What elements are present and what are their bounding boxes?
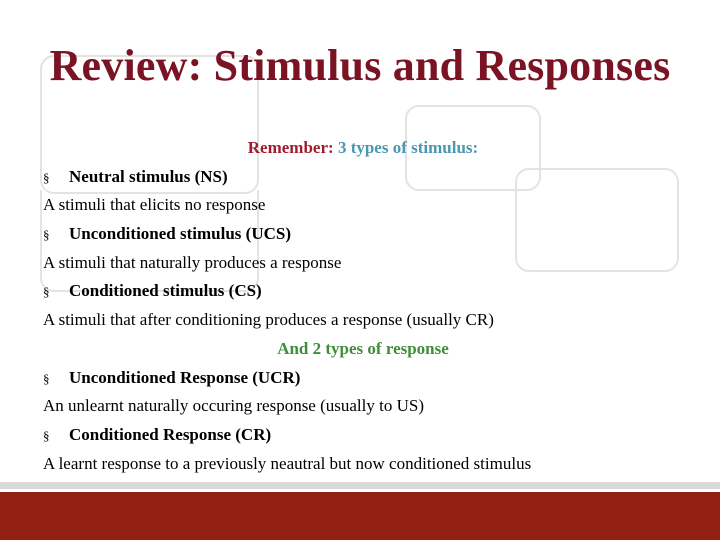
list-item [43, 364, 683, 393]
response-types-label: And 2 types of response [277, 338, 449, 358]
stimulus-description: A stimuli that after conditioning produces a response (usually CR) [43, 310, 494, 330]
intro-line [43, 134, 683, 163]
bullet-icon: § [43, 227, 50, 243]
remember-label: Remember: [247, 138, 334, 157]
list-item [43, 277, 683, 306]
response-description: A learnt response to a previously neautral but now conditioned stimulus [43, 453, 532, 473]
response-name: Unconditioned Response (UCR) [69, 367, 301, 387]
list-item [43, 163, 683, 192]
bullet-icon: § [43, 284, 50, 300]
stimulus-description: A stimuli that elicits no response [43, 195, 266, 215]
footer-divider [0, 482, 720, 489]
stimulus-types-label: 3 types of stimulus: [337, 138, 479, 157]
bullet-icon: § [43, 370, 50, 386]
stimulus-name: Unconditioned stimulus (UCS) [69, 224, 291, 244]
list-item [43, 220, 683, 249]
stimulus-description: A stimuli that naturally produces a response [43, 252, 342, 272]
bullet-icon: § [43, 427, 50, 443]
stimulus-name: Conditioned stimulus (CS) [69, 281, 262, 301]
slide-body [43, 134, 683, 478]
response-name: Conditioned Response (CR) [69, 424, 272, 444]
list-item [43, 421, 683, 450]
responses-heading [43, 335, 683, 364]
footer-bar [0, 492, 720, 540]
slide-title: Review: Stimulus and Responses [49, 41, 671, 90]
bullet-icon: § [43, 169, 50, 185]
stimulus-name: Neutral stimulus (NS) [69, 166, 228, 186]
response-description: An unlearnt naturally occuring response (usually to US) [43, 396, 424, 416]
